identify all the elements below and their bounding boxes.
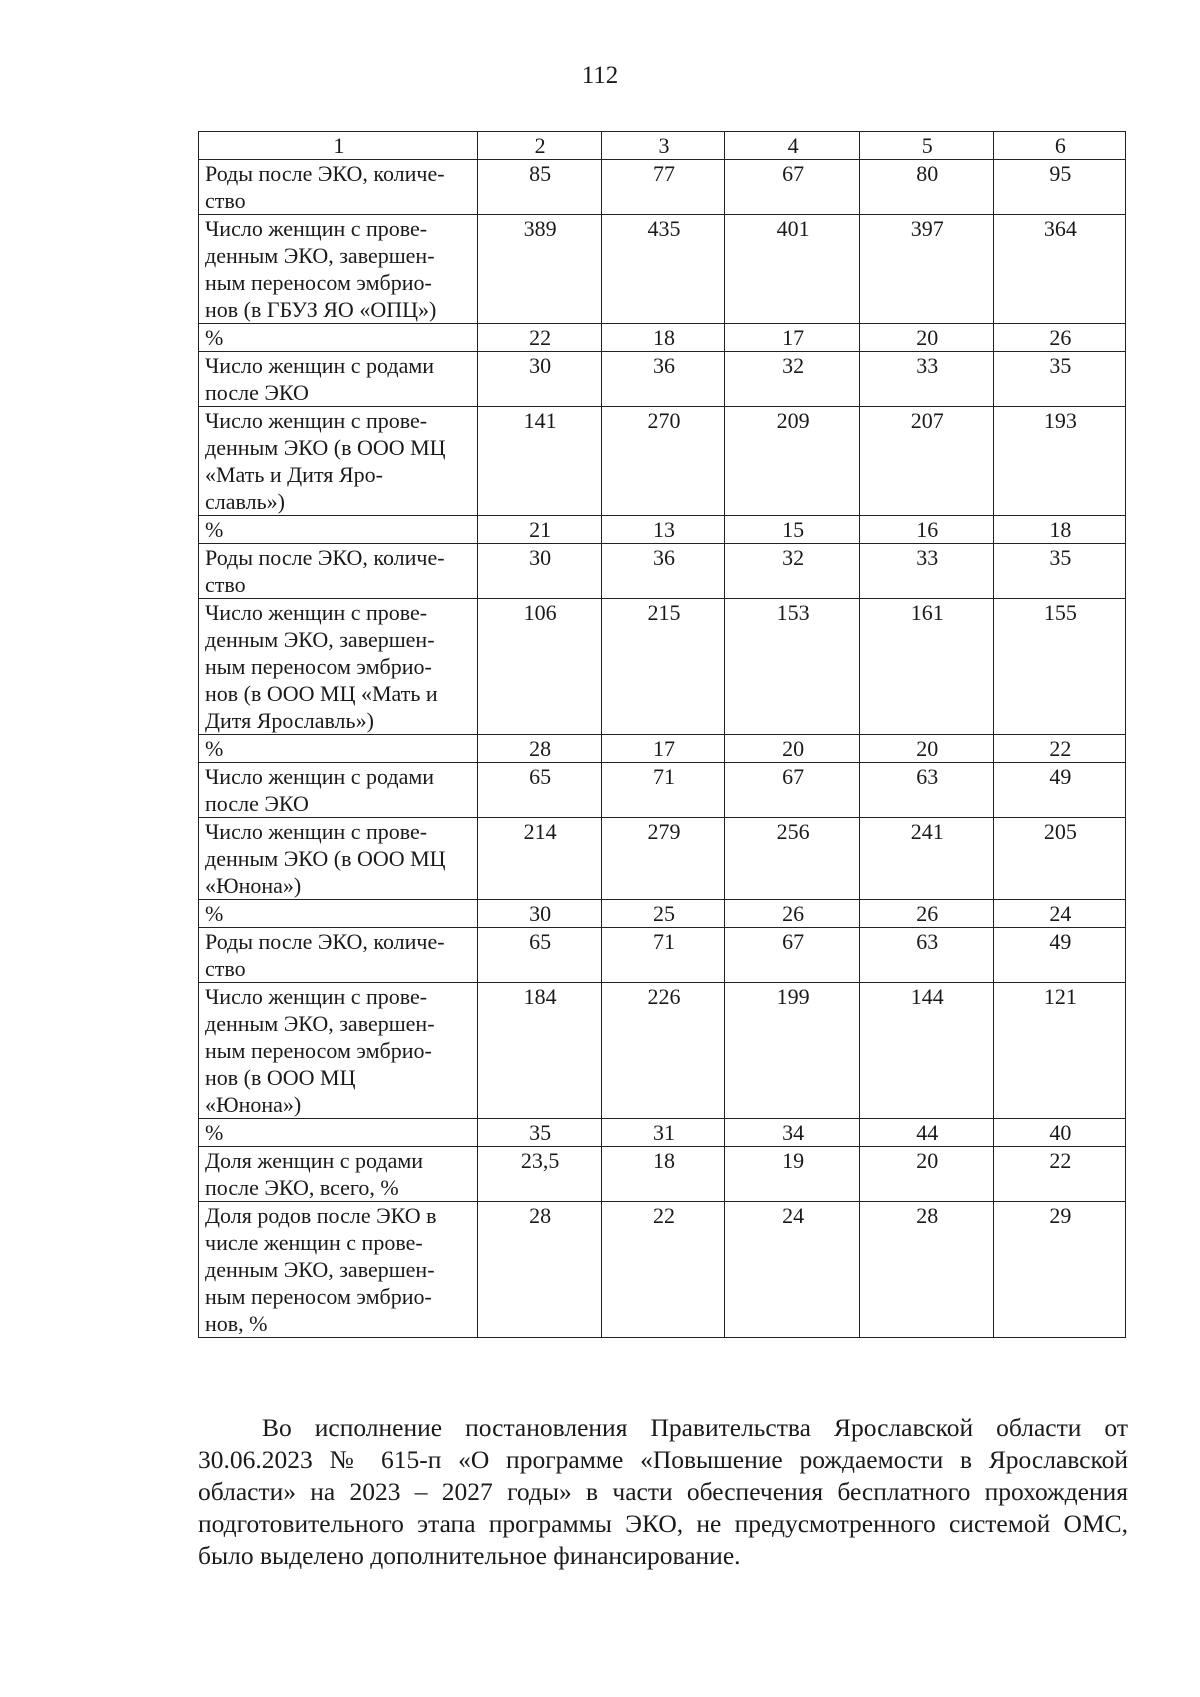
row-label: % [199, 324, 478, 352]
row-label: Число женщин с родами после ЭКО [199, 763, 478, 818]
table-cell: 389 [477, 215, 601, 324]
table-cell: 364 [993, 215, 1125, 324]
row-label: Число женщин с прове- денным ЭКО, завершен- ным переносом эмбрио- нов (в ГБУЗ ЯО «ОПЦ») [199, 215, 478, 324]
row-label: Доля родов после ЭКО в числе женщин с прове- денным ЭКО, завершен- ным переносом эмбрио- нов, % [199, 1202, 478, 1338]
table-cell: 26 [859, 900, 993, 928]
row-label: Роды после ЭКО, количе- ство [199, 160, 478, 215]
row-label: % [199, 516, 478, 544]
table-cell: 25 [601, 900, 725, 928]
table-row [199, 407, 1126, 516]
table-cell: 21 [477, 516, 601, 544]
table-cell: 67 [725, 160, 859, 215]
table-row [199, 516, 1126, 544]
table-cell: 199 [725, 983, 859, 1119]
table-cell: 22 [477, 324, 601, 352]
table-cell: 153 [725, 599, 859, 735]
table-row [199, 352, 1126, 407]
table-cell: 49 [993, 763, 1125, 818]
table-cell: 19 [725, 1147, 859, 1202]
table-cell: 65 [477, 763, 601, 818]
row-label: Число женщин с прове- денным ЭКО, завершен- ным переносом эмбрио- нов (в ООО МЦ «Юнона») [199, 983, 478, 1119]
table-cell: 26 [725, 900, 859, 928]
page-number: 112 [581, 62, 619, 89]
table-cell: 33 [859, 352, 993, 407]
table-cell: 63 [859, 928, 993, 983]
table-row [199, 1119, 1126, 1147]
table-header-row [199, 132, 1126, 160]
table-cell: 161 [859, 599, 993, 735]
table-cell: 35 [993, 352, 1125, 407]
table-cell: 32 [725, 544, 859, 599]
table-cell: 36 [601, 352, 725, 407]
table-cell: 28 [477, 735, 601, 763]
table-cell: 23,5 [477, 1147, 601, 1202]
table-cell: 13 [601, 516, 725, 544]
table-cell: 270 [601, 407, 725, 516]
row-label: Роды после ЭКО, количе- ство [199, 544, 478, 599]
table-cell: 28 [477, 1202, 601, 1338]
table-cell: 121 [993, 983, 1125, 1119]
table-row [199, 1147, 1126, 1202]
table-cell: 67 [725, 928, 859, 983]
table-cell: 241 [859, 818, 993, 900]
table-cell: 71 [601, 763, 725, 818]
table-cell: 80 [859, 160, 993, 215]
table-cell: 279 [601, 818, 725, 900]
table-cell: 63 [859, 763, 993, 818]
table-cell: 144 [859, 983, 993, 1119]
table-row [199, 1202, 1126, 1338]
table-cell: 15 [725, 516, 859, 544]
table-cell: 31 [601, 1119, 725, 1147]
table-cell: 214 [477, 818, 601, 900]
table-cell: 28 [859, 1202, 993, 1338]
table-cell: 85 [477, 160, 601, 215]
table-cell: 20 [859, 1147, 993, 1202]
row-label: % [199, 900, 478, 928]
table-cell: 205 [993, 818, 1125, 900]
table-cell: 17 [725, 324, 859, 352]
table-cell: 155 [993, 599, 1125, 735]
statistics-table [198, 131, 1126, 1338]
table-cell: 24 [993, 900, 1125, 928]
table-cell: 30 [477, 900, 601, 928]
table-cell: 215 [601, 599, 725, 735]
column-header: 1 [199, 132, 478, 160]
table-cell: 20 [725, 735, 859, 763]
table-cell: 401 [725, 215, 859, 324]
table-cell: 106 [477, 599, 601, 735]
table-cell: 20 [859, 324, 993, 352]
table-cell: 26 [993, 324, 1125, 352]
table-cell: 35 [477, 1119, 601, 1147]
row-label: Роды после ЭКО, количе- ство [199, 928, 478, 983]
table-cell: 226 [601, 983, 725, 1119]
table-cell: 32 [725, 352, 859, 407]
table-row [199, 324, 1126, 352]
table-cell: 34 [725, 1119, 859, 1147]
column-header: 5 [859, 132, 993, 160]
column-header: 3 [601, 132, 725, 160]
row-label: Число женщин с родами после ЭКО [199, 352, 478, 407]
table-cell: 24 [725, 1202, 859, 1338]
table-cell: 67 [725, 763, 859, 818]
table-cell: 207 [859, 407, 993, 516]
body-paragraph: Во исполнение постановления Правительства Ярославской области от 30.06.2023 № 615-п «О программе «Повышение рождаемости в Ярославской области» на 2023 – 2027 годы» в части обеспечения бесплатного прохождения подготовительного этапа программы ЭКО, не предусмотренного системой ОМС, было выделено дополнительное финансирование. [198, 1413, 1128, 1570]
table-row [199, 818, 1126, 900]
table-row [199, 900, 1126, 928]
table-cell: 16 [859, 516, 993, 544]
table-cell: 30 [477, 544, 601, 599]
table-cell: 397 [859, 215, 993, 324]
row-label: Число женщин с прове- денным ЭКО, завершен- ным переносом эмбрио- нов (в ООО МЦ «Мать и Дитя Ярославль») [199, 599, 478, 735]
table-row [199, 599, 1126, 735]
table-cell: 95 [993, 160, 1125, 215]
row-label: Число женщин с прове- денным ЭКО (в ООО МЦ «Мать и Дитя Яро- славль») [199, 407, 478, 516]
table-cell: 35 [993, 544, 1125, 599]
column-header: 6 [993, 132, 1125, 160]
table-cell: 36 [601, 544, 725, 599]
table-cell: 49 [993, 928, 1125, 983]
row-label: % [199, 735, 478, 763]
row-label: Число женщин с прове- денным ЭКО (в ООО МЦ «Юнона») [199, 818, 478, 900]
table-cell: 20 [859, 735, 993, 763]
table-cell: 22 [993, 1147, 1125, 1202]
table-cell: 256 [725, 818, 859, 900]
table-row [199, 735, 1126, 763]
column-header: 2 [477, 132, 601, 160]
table-row [199, 544, 1126, 599]
table-cell: 30 [477, 352, 601, 407]
table-row [199, 983, 1126, 1119]
table-cell: 22 [601, 1202, 725, 1338]
column-header: 4 [725, 132, 859, 160]
table-cell: 44 [859, 1119, 993, 1147]
table-cell: 22 [993, 735, 1125, 763]
table-cell: 71 [601, 928, 725, 983]
table-cell: 184 [477, 983, 601, 1119]
table-row [199, 763, 1126, 818]
table-cell: 18 [601, 1147, 725, 1202]
table-cell: 65 [477, 928, 601, 983]
table-cell: 33 [859, 544, 993, 599]
table-cell: 29 [993, 1202, 1125, 1338]
table-cell: 193 [993, 407, 1125, 516]
table-cell: 77 [601, 160, 725, 215]
table-cell: 40 [993, 1119, 1125, 1147]
row-label: Доля женщин с родами после ЭКО, всего, % [199, 1147, 478, 1202]
table-cell: 141 [477, 407, 601, 516]
table-cell: 18 [993, 516, 1125, 544]
row-label: % [199, 1119, 478, 1147]
table-cell: 209 [725, 407, 859, 516]
table-cell: 17 [601, 735, 725, 763]
table-row [199, 160, 1126, 215]
table-cell: 435 [601, 215, 725, 324]
table-cell: 18 [601, 324, 725, 352]
table-row [199, 928, 1126, 983]
table-row [199, 215, 1126, 324]
